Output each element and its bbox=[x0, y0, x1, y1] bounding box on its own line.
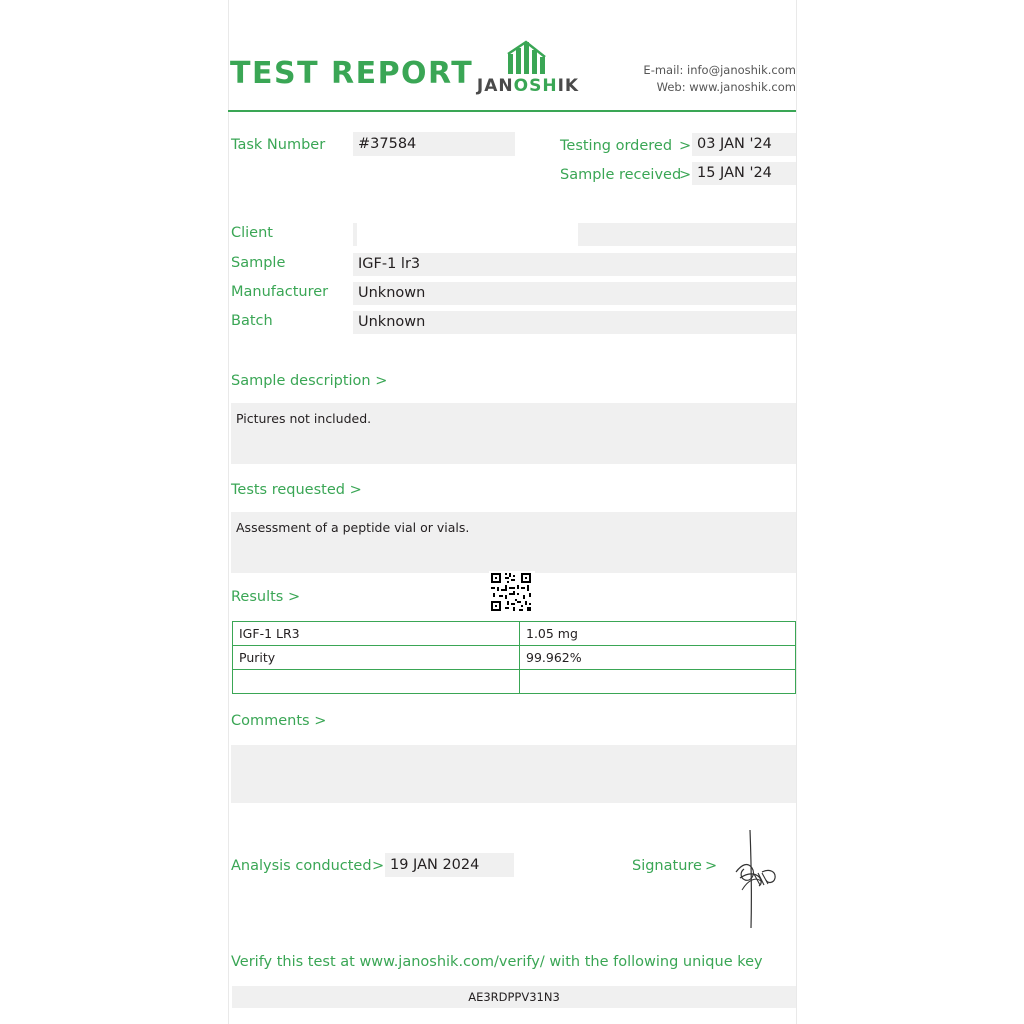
sample-received-value: 15 JAN '24 bbox=[692, 162, 796, 185]
manufacturer-label: Manufacturer bbox=[231, 284, 329, 300]
results-title: Results > bbox=[231, 589, 301, 605]
client-label: Client bbox=[231, 225, 273, 241]
info-row-sample bbox=[231, 253, 796, 276]
client-value-box-left bbox=[353, 223, 357, 246]
results-table bbox=[232, 621, 796, 694]
manufacturer-value: Unknown bbox=[353, 282, 796, 305]
logo-bars-icon bbox=[468, 40, 588, 74]
sample-description-body: Pictures not included. bbox=[236, 411, 372, 426]
analysis-conducted-chevron-icon: > bbox=[372, 858, 385, 874]
analysis-conducted-label: Analysis conducted bbox=[231, 858, 372, 874]
sample-description-title: Sample description > bbox=[231, 373, 388, 389]
task-number-label: Task Number bbox=[231, 137, 326, 153]
janoshik-logo bbox=[468, 40, 588, 96]
table-row bbox=[233, 646, 796, 670]
verify-text: Verify this test at www.janoshik.com/verify/ with the following unique key bbox=[231, 954, 763, 970]
signature-label: Signature bbox=[632, 858, 702, 874]
client-value-box-right bbox=[578, 223, 796, 246]
sample-description-box bbox=[231, 403, 796, 464]
result-value bbox=[520, 670, 796, 694]
page-title: TEST REPORT bbox=[230, 56, 474, 91]
result-value: 1.05 mg bbox=[520, 622, 796, 646]
testing-ordered-label: Testing ordered bbox=[560, 138, 673, 154]
sample-label: Sample bbox=[231, 255, 286, 271]
analysis-conducted-value: 19 JAN 2024 bbox=[385, 853, 514, 877]
qr-code-icon bbox=[489, 571, 535, 613]
result-value: 99.962% bbox=[520, 646, 796, 670]
testing-ordered-value: 03 JAN '24 bbox=[692, 133, 796, 156]
contact-block bbox=[643, 62, 796, 96]
info-row-manufacturer bbox=[231, 282, 796, 305]
contact-web: Web: www.janoshik.com bbox=[656, 80, 796, 94]
sample-received-label: Sample received bbox=[560, 167, 682, 183]
header-divider bbox=[228, 110, 796, 112]
logo-wordmark: JANOSHIK bbox=[476, 76, 580, 96]
comments-title: Comments > bbox=[231, 713, 327, 729]
testing-ordered-chevron-icon: > bbox=[679, 138, 692, 154]
tests-requested-title: Tests requested > bbox=[231, 482, 362, 498]
batch-value: Unknown bbox=[353, 311, 796, 334]
info-row-batch bbox=[231, 311, 796, 334]
sample-received-chevron-icon: > bbox=[679, 167, 692, 183]
tests-requested-body: Assessment of a peptide vial or vials. bbox=[236, 520, 470, 535]
result-name: IGF-1 LR3 bbox=[233, 622, 520, 646]
comments-box bbox=[231, 745, 796, 803]
batch-label: Batch bbox=[231, 313, 273, 329]
logo-wordmark-accent: OSH bbox=[513, 76, 558, 96]
verify-key: AE3RDPPV31N3 bbox=[232, 986, 796, 1008]
contact-email: E-mail: info@janoshik.com bbox=[643, 63, 796, 77]
table-row bbox=[233, 622, 796, 646]
result-name bbox=[233, 670, 520, 694]
tests-requested-box bbox=[231, 512, 796, 573]
task-number-value: #37584 bbox=[353, 132, 515, 156]
report-header bbox=[228, 40, 796, 108]
table-row bbox=[233, 670, 796, 694]
sample-value: IGF-1 lr3 bbox=[353, 253, 796, 276]
signature-chevron-icon: > bbox=[705, 858, 718, 874]
signature-image bbox=[718, 828, 808, 930]
left-margin-rule bbox=[228, 0, 229, 1024]
result-name: Purity bbox=[233, 646, 520, 670]
